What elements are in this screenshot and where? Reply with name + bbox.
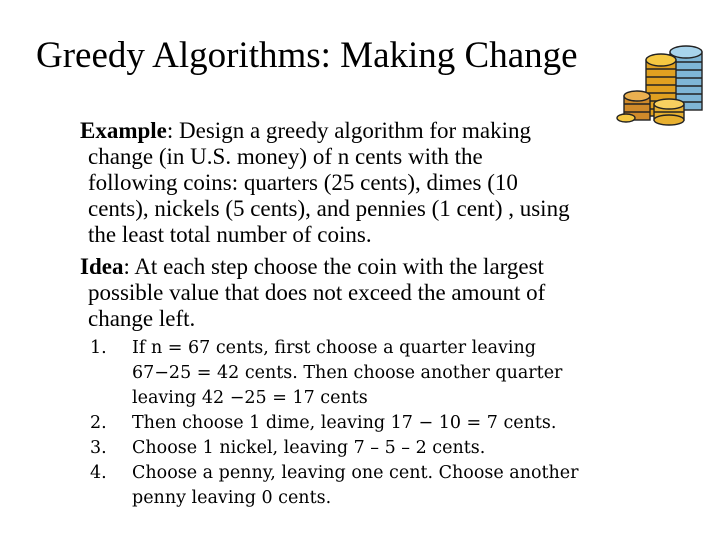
step-line: Then choose 1 dime, leaving 17 − 10 = 7 cents. <box>132 413 557 433</box>
step-line: leaving 42 −25 = 17 cents <box>132 388 368 408</box>
step-number: 1. <box>90 338 107 358</box>
steps-list <box>88 336 688 511</box>
coin-stack-icon <box>616 38 708 126</box>
example-line: following coins: quarters (25 cents), dimes (10 <box>88 170 518 195</box>
list-item <box>88 461 688 511</box>
idea-label: Idea <box>80 254 124 279</box>
example-label: Example <box>80 118 167 143</box>
example-line: the least total number of coins. <box>88 222 372 247</box>
step-number: 3. <box>90 438 107 458</box>
step-line: penny leaving 0 cents. <box>132 488 332 508</box>
idea-line: possible value that does not exceed the amount of <box>88 280 546 305</box>
list-item <box>88 411 688 436</box>
list-item <box>88 336 688 411</box>
list-item <box>88 436 688 461</box>
step-line: 67−25 = 42 cents. Then choose another quarter <box>132 363 563 383</box>
example-line: change (in U.S. money) of n cents with the <box>88 144 483 169</box>
step-number: 2. <box>90 413 107 433</box>
step-line: Choose 1 nickel, leaving 7 – 5 – 2 cents. <box>132 438 486 458</box>
example-paragraph <box>80 118 670 248</box>
example-first-line: : Design a greedy algorithm for making <box>166 118 531 143</box>
idea-first-line: : At each step choose the coin with the largest <box>123 254 544 279</box>
idea-paragraph <box>80 254 670 332</box>
slide-title: Greedy Algorithms: Making Change <box>36 35 578 76</box>
step-line: Choose a penny, leaving one cent. Choose another <box>132 463 579 483</box>
step-line: If n = 67 cents, first choose a quarter leaving <box>132 338 536 358</box>
idea-line: change left. <box>88 306 196 331</box>
example-line: cents), nickels (5 cents), and pennies (1 cent) , using <box>88 196 570 221</box>
step-number: 4. <box>90 463 107 483</box>
